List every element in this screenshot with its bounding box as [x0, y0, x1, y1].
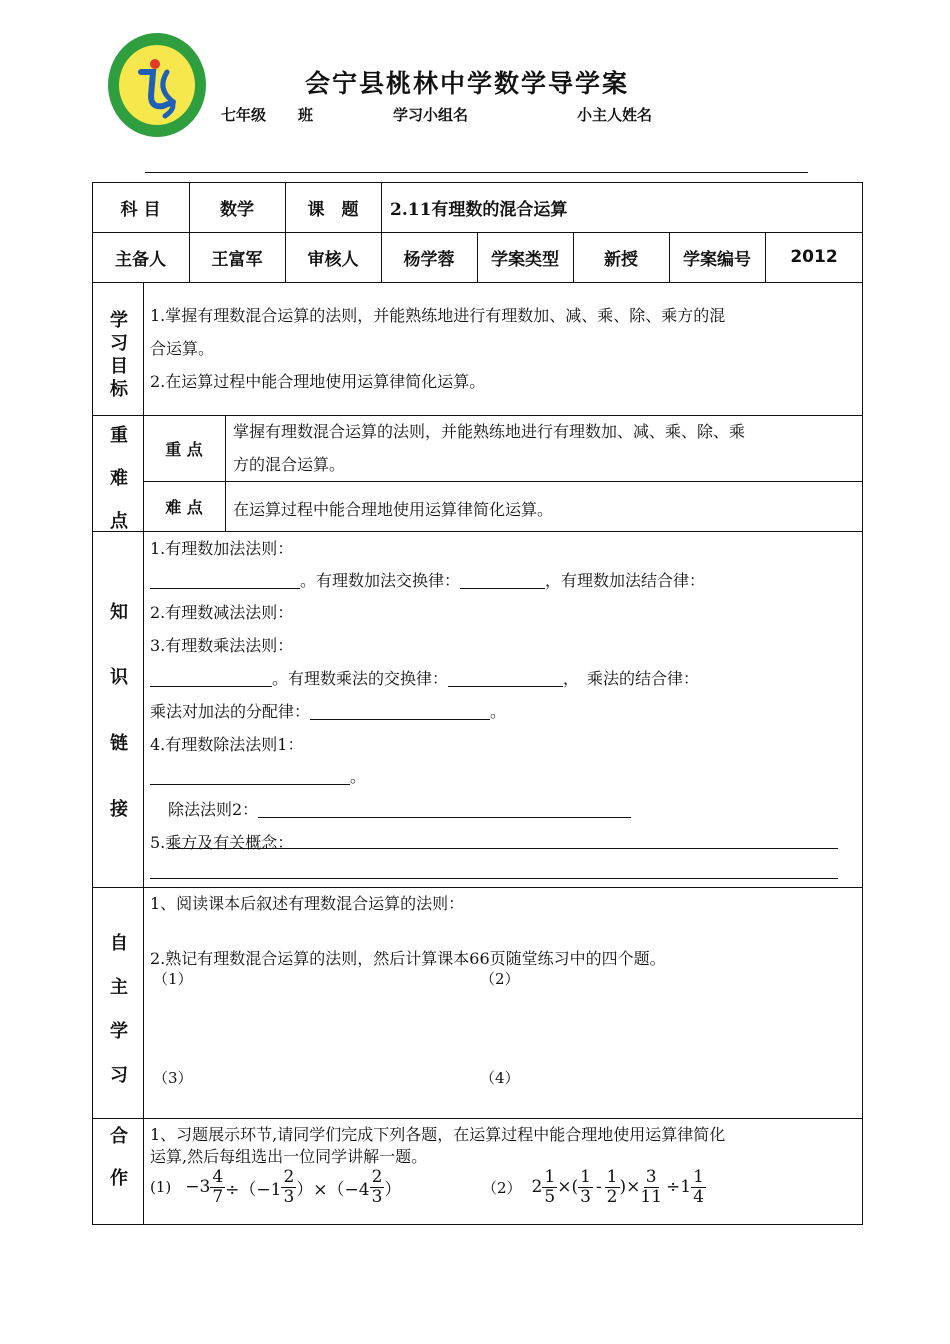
fill-blank[interactable] [258, 801, 631, 818]
focus-label: 重 点 [165, 439, 203, 459]
power-concepts: 5.乘方及有关概念： [150, 833, 294, 852]
fill-blank[interactable] [448, 670, 563, 687]
reviewer-value: 杨学蓉 [403, 249, 455, 270]
division-rule-1-blank-line [150, 764, 366, 787]
period: 。 [350, 767, 367, 786]
problem-1 [150, 1164, 401, 1210]
focus-text: 方的混合运算。 [233, 455, 346, 474]
knowledge-label-char: 链 [110, 733, 128, 754]
goal-line: 2.在运算过程中能合理地使用运算律简化运算。 [150, 372, 486, 391]
fraction: $\frac{1}{5}$ [544, 1166, 556, 1207]
operator: ÷1 [666, 1177, 692, 1197]
class-label: 班 [298, 106, 314, 124]
coop-line: 1、习题展示环节,请同学们完成下列各题，在运算过程中能合理地使用运算律简化 [150, 1125, 726, 1144]
selfstudy-line: 2.熟记有理数混合运算的法则，然后计算课本66页随堂练习中的四个题。 [150, 949, 666, 968]
selfstudy-label-char: 主 [110, 977, 128, 998]
addition-associative-label: ，有理数加法结合律： [545, 571, 706, 590]
operator: ）×（−4 [296, 1179, 370, 1200]
multiplication-rule: 3.有理数乘法法则： [150, 636, 294, 655]
knowledge-label-char: 识 [110, 667, 128, 688]
fill-line[interactable] [168, 848, 838, 849]
fill-blank[interactable] [150, 670, 272, 687]
multiplication-laws-line [150, 666, 699, 689]
addition-commutative-label: 。有理数加法交换律： [300, 571, 461, 590]
header-rule [145, 172, 808, 173]
question-label: （3） [153, 1069, 193, 1087]
problem-number: (1) [150, 1178, 172, 1196]
selfstudy-line: 1、阅读课本后叙述有理数混合运算的法则： [150, 894, 465, 913]
grid-line [92, 531, 863, 532]
page-title: 会宁县桃林中学数学导学案 [305, 69, 630, 98]
distributive-label: 乘法对加法的分配律： [150, 702, 311, 721]
grid-line [225, 415, 226, 531]
grid-line [92, 887, 863, 888]
fill-blank[interactable] [150, 572, 300, 589]
reviewer-label: 审核人 [307, 249, 359, 270]
goals-label-char: 学 [110, 310, 128, 331]
fraction: $\frac{2}{3}$ [283, 1166, 295, 1207]
focus-text: 掌握有理数混合运算的法则，并能熟练地进行有理数加、减、乘、除、乘 [233, 422, 746, 441]
preparer-label: 主备人 [115, 249, 166, 270]
question-label: （1） [153, 970, 193, 988]
leader-label: 小主人姓名 [577, 106, 653, 124]
subject-label: 科 目 [120, 199, 161, 220]
grid-line [92, 282, 863, 283]
school-logo [107, 32, 207, 138]
period: 。 [490, 702, 507, 721]
multiplication-commutative-label: 。有理数乘法的交换律： [272, 669, 449, 688]
logo-dot [150, 59, 160, 69]
problem-2 [482, 1164, 706, 1210]
difficulty-text: 在运算过程中能合理地使用运算律简化运算。 [233, 500, 554, 519]
selfstudy-label-char: 习 [110, 1065, 128, 1086]
division-rule-1: 4.有理数除法法则1： [150, 735, 304, 754]
group-label: 学习小组名 [393, 106, 469, 124]
fraction: $\frac{4}{7}$ [212, 1166, 224, 1207]
knowledge-label-char: 接 [110, 799, 128, 820]
grid-line [92, 1118, 863, 1119]
operator: - [595, 1177, 602, 1197]
fraction: $\frac{1}{3}$ [580, 1166, 591, 1207]
id-label: 学案编号 [683, 249, 751, 270]
id-value: 2012 [790, 247, 838, 267]
fraction: $\frac{3}{11}$ [640, 1166, 663, 1207]
goals-label-char: 目 [110, 356, 128, 377]
goal-line: 合运算。 [150, 339, 215, 358]
keypoints-label-char: 重 [110, 425, 128, 446]
addition-rule: 1.有理数加法法则： [150, 539, 294, 558]
selfstudy-label-char: 自 [110, 933, 128, 954]
fraction: $\frac{1}{2}$ [606, 1166, 618, 1207]
fraction: $\frac{1}{4}$ [693, 1166, 704, 1207]
topic-value: 2.11有理数的混合运算 [390, 199, 568, 220]
subtraction-rule: 2.有理数减法法则： [150, 603, 294, 622]
operator: )× [619, 1177, 641, 1197]
division-rule-2-line [168, 797, 631, 820]
coop-label-char: 合 [110, 1126, 128, 1147]
fill-blank[interactable] [310, 703, 490, 720]
addition-laws-line [150, 568, 705, 591]
grid-line [143, 481, 863, 482]
multiplication-associative-label: ， 乘法的结合律： [563, 669, 700, 688]
goals-label-char: 标 [110, 379, 128, 400]
topic-label: 课 题 [307, 199, 359, 220]
grade-label: 七年级 [221, 106, 267, 124]
fraction: $\frac{2}{3}$ [371, 1166, 383, 1207]
type-label: 学案类型 [491, 249, 559, 270]
operator: ） [384, 1179, 402, 1200]
type-value: 新授 [604, 249, 638, 270]
coop-label-char: 作 [110, 1168, 128, 1189]
keypoints-label-char: 点 [110, 511, 128, 532]
logo-inner [119, 45, 195, 125]
goal-line: 1.掌握有理数混合运算的法则，并能熟练地进行有理数加、减、乘、除、乘方的混 [150, 306, 726, 325]
operator: ×( [557, 1177, 579, 1197]
knowledge-label-char: 知 [110, 602, 128, 623]
problem-number: （2） [482, 1178, 522, 1197]
fill-line[interactable] [150, 878, 838, 879]
distributive-line [150, 699, 506, 722]
mixed-int: −3 [185, 1177, 211, 1197]
difficulty-label: 难 点 [165, 497, 203, 517]
mixed-int: 2 [531, 1177, 543, 1197]
goals-label-char: 习 [110, 333, 128, 354]
question-label: （4） [480, 1069, 520, 1087]
preparer-value: 王富军 [211, 249, 263, 270]
subject-value: 数学 [220, 199, 254, 220]
fill-blank[interactable] [460, 572, 545, 589]
question-label: （2） [480, 970, 520, 988]
keypoints-label-char: 难 [110, 468, 128, 489]
division-rule-2-label: 除法法则2： [168, 800, 259, 819]
selfstudy-label-char: 学 [110, 1021, 128, 1042]
coop-line: 运算,然后每组选出一位同学讲解一题。 [150, 1147, 428, 1166]
fill-blank[interactable] [150, 768, 350, 785]
operator: ÷（−1 [225, 1179, 282, 1200]
